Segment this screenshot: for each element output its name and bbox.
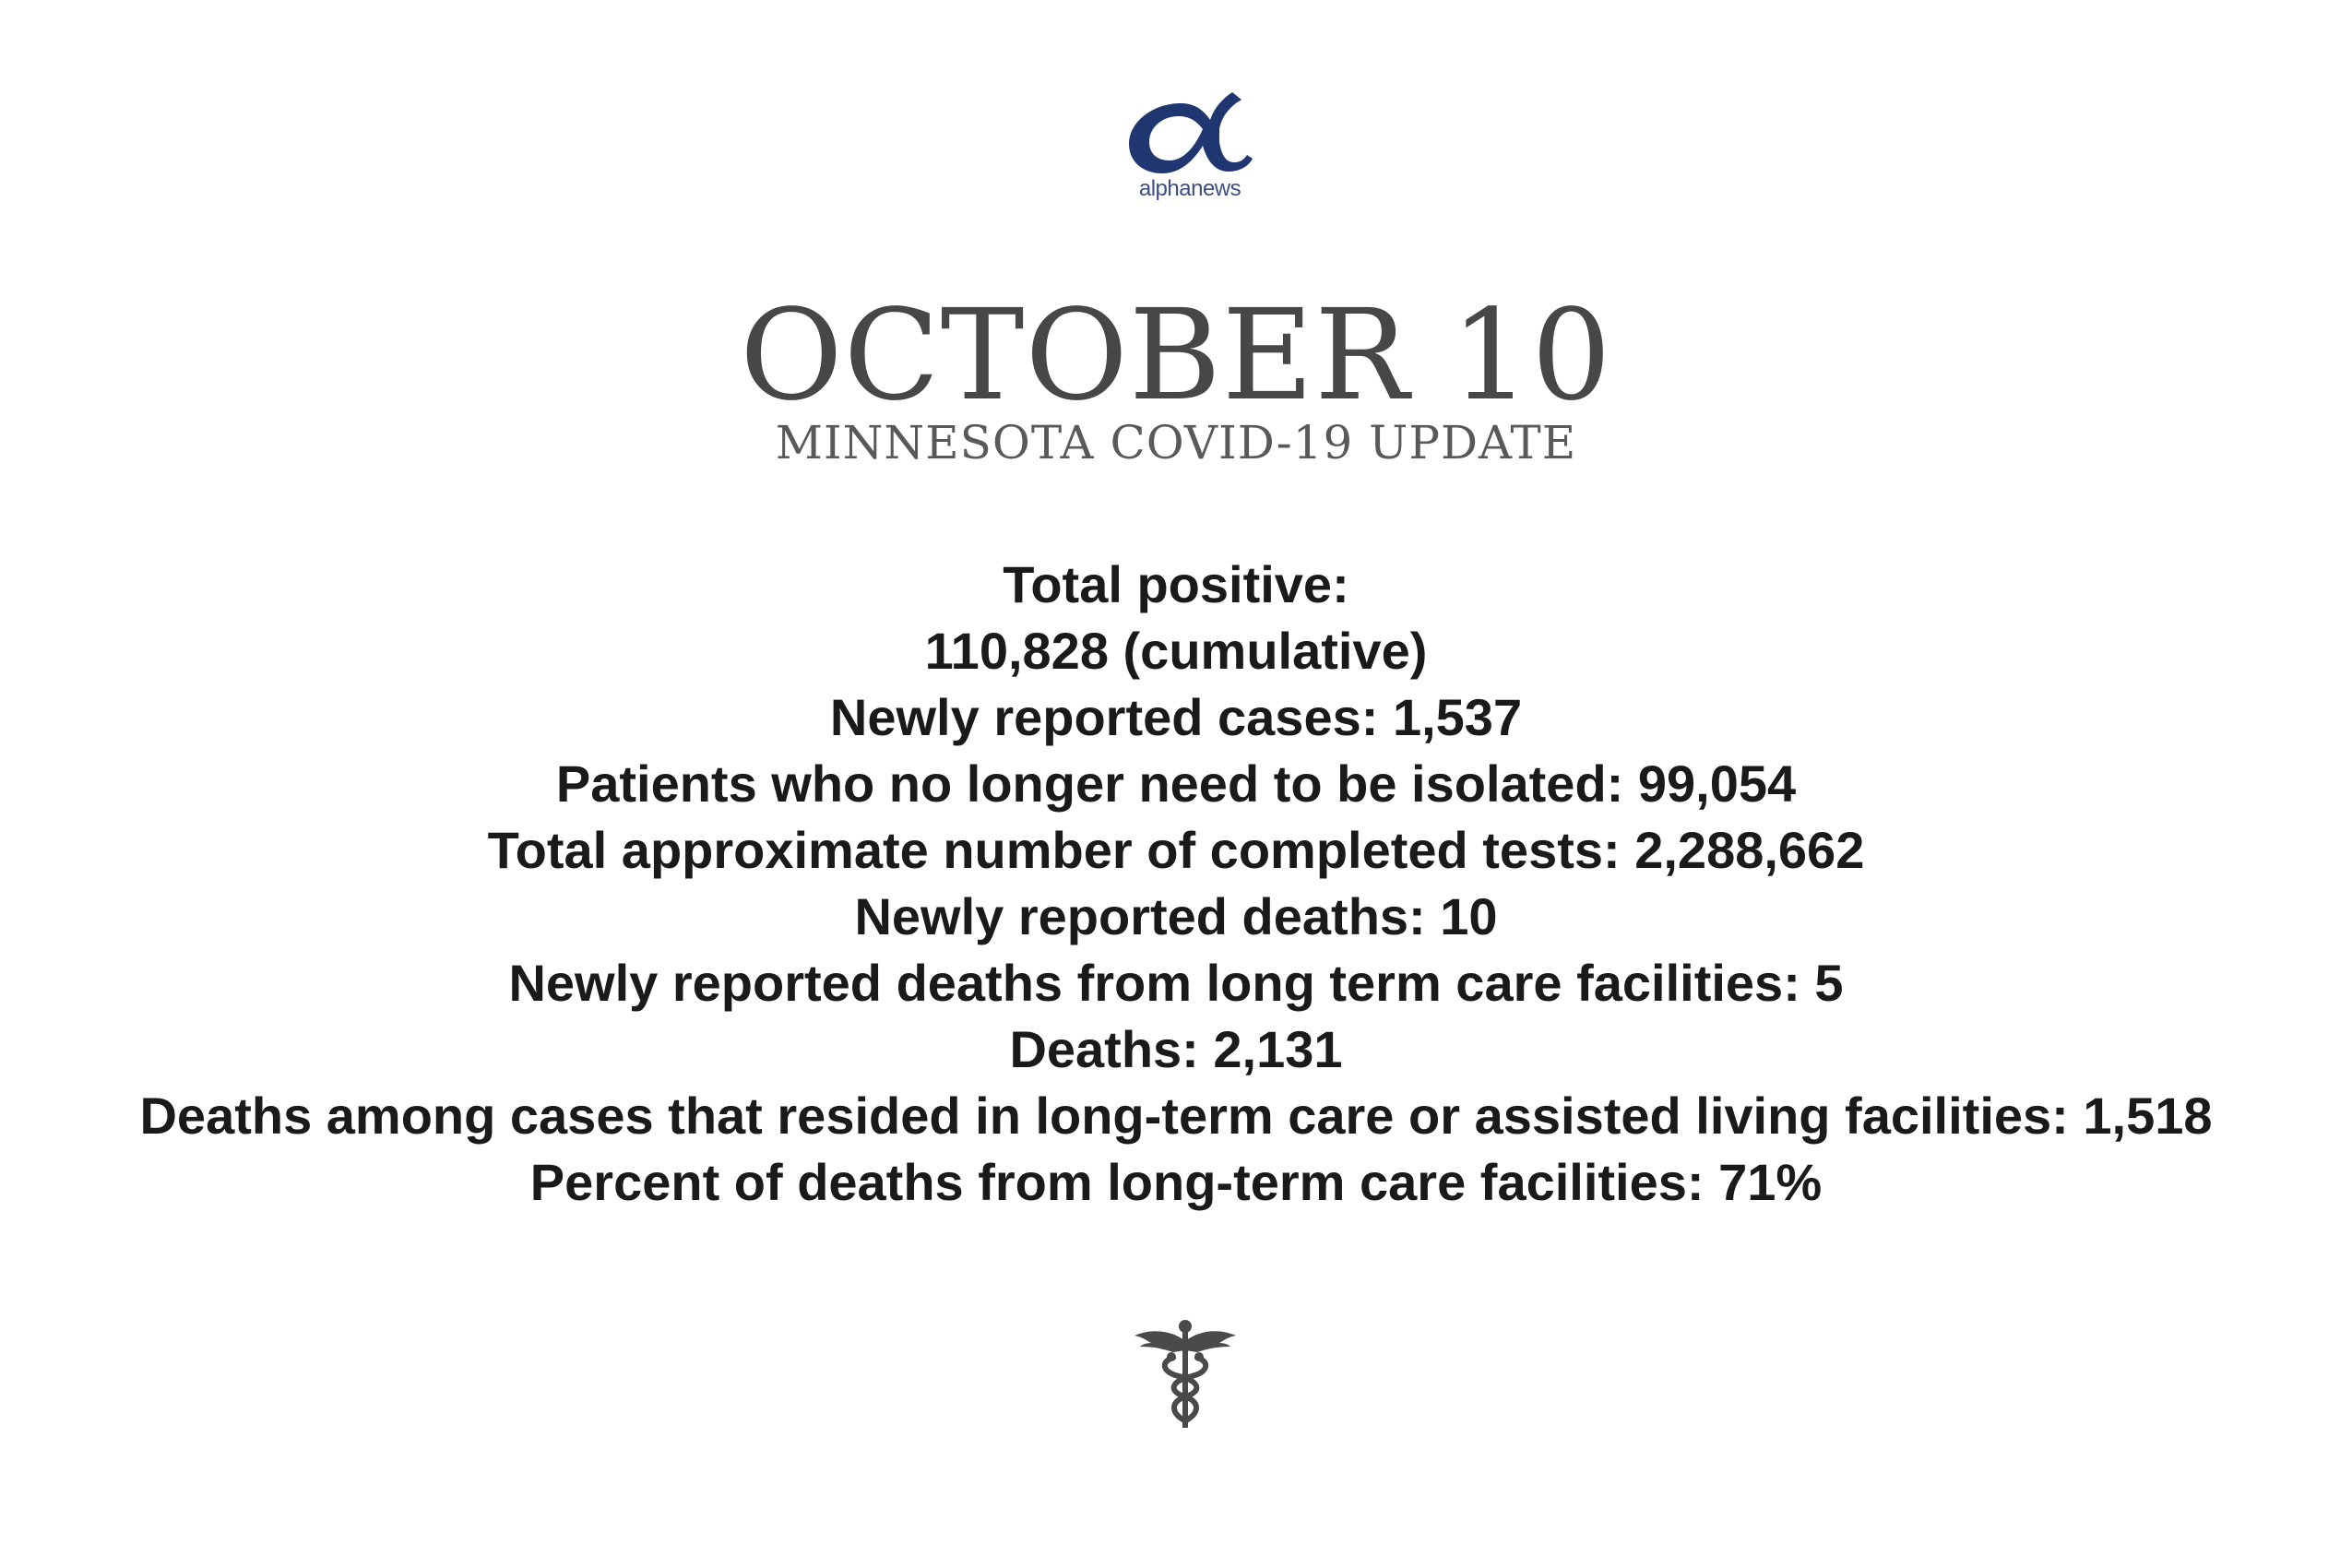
stats-list (0, 552, 2352, 1216)
stat-deaths: Deaths: 2,131 (1009, 1020, 1343, 1078)
page-title-date: OCTOBER 10 (740, 283, 1612, 429)
logo-word-alpha: alpha (1138, 176, 1192, 201)
page-subtitle: MINNESOTA COVID-19 UPDATE (775, 416, 1577, 469)
alphanews-logo (1125, 92, 1254, 212)
logo-word-news: news (1191, 176, 1241, 201)
caduceus-icon (1134, 1317, 1236, 1428)
alpha-icon (1125, 92, 1254, 175)
stat-no-longer-isolated: Patients who no longer need to be isolated: 99,054 (555, 754, 1797, 813)
stat-completed-tests: Total approximate number of completed tests: 2,288,662 (487, 821, 1865, 879)
stat-newly-reported-cases: Newly reported cases: 1,537 (829, 688, 1523, 746)
stat-total-positive-label: Total positive: (1003, 555, 1349, 613)
stat-ltc-newly-reported-deaths: Newly reported deaths from long term care facilities: 5 (508, 954, 1844, 1012)
stat-ltc-percent: Percent of deaths from long-term care facilities: 71% (529, 1153, 1823, 1211)
stat-total-positive-value: 110,828 (cumulative) (924, 622, 1428, 680)
stat-newly-reported-deaths: Newly reported deaths: 10 (854, 887, 1498, 945)
logo-wordmark (1125, 176, 1254, 202)
stat-ltc-deaths: Deaths among cases that resided in long-term care or assisted living facilities: 1,518 (139, 1087, 2213, 1145)
